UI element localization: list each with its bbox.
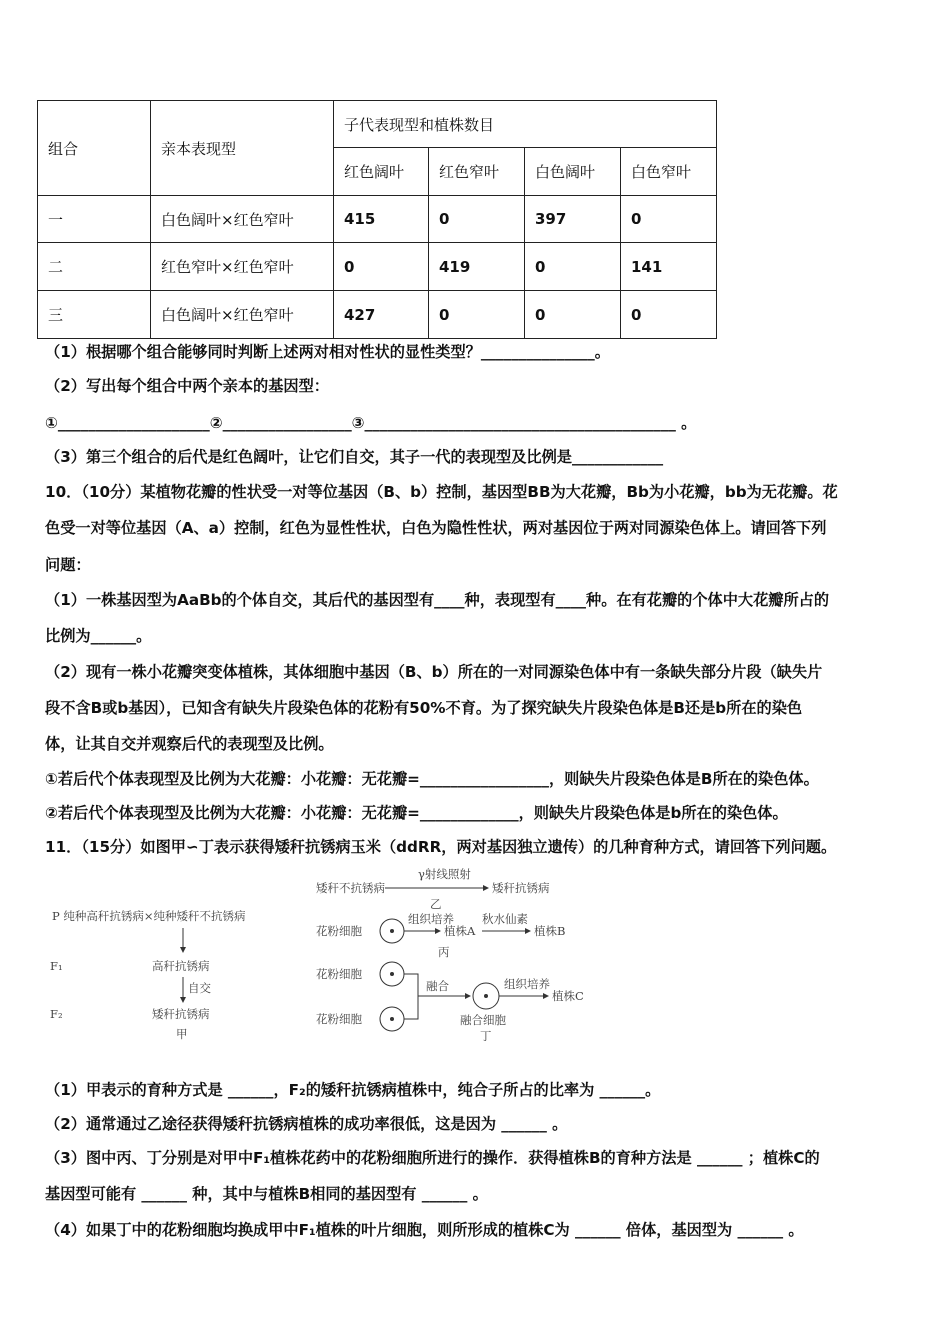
label-bing: 丙	[438, 945, 450, 959]
f1-phenotype: 高秆抗锈病	[152, 959, 210, 973]
label-p: P 纯种高秆抗锈病×纯种矮秆不抗锈病	[52, 909, 246, 923]
data-table	[37, 100, 717, 339]
culture-label: 组织培养	[504, 977, 550, 991]
fusion-label: 融合	[426, 979, 449, 993]
plant-a: 植株A	[444, 924, 476, 938]
cell-value: 0	[334, 243, 429, 291]
pollen-cell: 花粉细胞	[316, 924, 362, 938]
question-line: （3）第三个组合的后代是红色阔叶，让它们自交，其子一代的表现型及比例是____________	[45, 448, 664, 466]
colchicine-label: 秋水仙素	[482, 912, 528, 926]
cell-parent: 白色阔叶×红色窄叶	[151, 196, 334, 243]
cell-value: 0	[621, 291, 717, 339]
header-group: 组合	[38, 101, 151, 196]
question-line: 基因型可能有 ______ 种，其中与植株B相同的基因型有 ______ 。	[45, 1185, 488, 1203]
plant-c: 植株C	[552, 989, 584, 1003]
question-line: 比例为______。	[45, 627, 152, 645]
cell-value: 0	[525, 243, 621, 291]
diagram-ding	[316, 962, 584, 1043]
yi-to: 矮秆抗锈病	[492, 881, 550, 895]
question-line: 11．（15分）如图甲∽丁表示获得矮秆抗锈病玉米（ddRR，两对基因独立遗传）的几种育种方式，请回答下列问题。	[45, 838, 837, 856]
question-line: 色受一对等位基因（A、a）控制，红色为显性性状，白色为隐性性状，两对基因位于两对同源染色体上。请回答下列	[45, 519, 827, 537]
cell-value: 141	[621, 243, 717, 291]
question-line: 段不含B或b基因），已知含有缺失片段染色体的花粉有50%不育。为了探究缺失片段染色体是B还是b所在的染色	[45, 699, 803, 717]
diagram-bing	[316, 912, 565, 959]
question-line: （3）图中丙、丁分别是对甲中F₁植株花药中的花粉细胞所进行的操作．获得植株B的育种方法是 ______ ；植株C的	[45, 1149, 820, 1167]
cell-value: 419	[429, 243, 525, 291]
cell-value: 0	[429, 291, 525, 339]
label-ding: 丁	[480, 1029, 492, 1043]
col-header: 白色窄叶	[621, 148, 717, 196]
table-row	[38, 243, 717, 291]
label-yi: 乙	[430, 897, 442, 911]
cell-value: 427	[334, 291, 429, 339]
cell-value: 415	[334, 196, 429, 243]
diagram-jia	[50, 909, 246, 1041]
yi-from: 矮秆不抗锈病	[316, 881, 385, 895]
col-header: 白色阔叶	[525, 148, 621, 196]
cell-parent: 白色阔叶×红色窄叶	[151, 291, 334, 339]
header-parent: 亲本表现型	[151, 101, 334, 196]
header-offspring: 子代表现型和植株数目	[334, 101, 717, 148]
question-line: 体，让其自交并观察后代的表现型及比例。	[45, 735, 334, 753]
cell-value: 397	[525, 196, 621, 243]
cell-group: 一	[38, 196, 151, 243]
col-header: 红色窄叶	[429, 148, 525, 196]
diagram-yi	[316, 867, 550, 911]
breeding-diagram	[30, 860, 680, 1050]
answer-blanks: ①____________________②_________________③_________________________________________ 。	[45, 414, 697, 432]
cell-parent: 红色窄叶×红色窄叶	[151, 243, 334, 291]
question-line: （1）一株基因型为AaBb的个体自交，其后代的基因型有____种，表现型有____种。在有花瓣的个体中大花瓣所占的	[45, 591, 830, 609]
cell-value: 0	[621, 196, 717, 243]
label-selfing: 自交	[188, 981, 211, 995]
pollen-cell: 花粉细胞	[316, 1012, 362, 1026]
table-row	[38, 291, 717, 339]
label-jia: 甲	[176, 1027, 188, 1041]
cell-value: 0	[525, 291, 621, 339]
table-row	[38, 196, 717, 243]
fused-cell-label: 融合细胞	[460, 1013, 506, 1027]
plant-b: 植株B	[534, 924, 566, 938]
question-line: 问题：	[45, 556, 91, 574]
question-line: （4）如果丁中的花粉细胞均换成甲中F₁植株的叶片细胞，则所形成的植株C为 ______ 倍体，基因型为 ______ 。	[45, 1221, 804, 1239]
label-f1: F₁	[50, 959, 63, 973]
question-line: （1）根据哪个组合能够同时判断上述两对相对性状的显性类型？_______________。	[45, 343, 610, 361]
cell-group: 三	[38, 291, 151, 339]
question-line: ②若后代个体表现型及比例为大花瓣：小花瓣：无花瓣=_____________，则缺失片段染色体是b所在的染色体。	[45, 804, 788, 822]
f2-phenotype: 矮秆抗锈病	[152, 1007, 210, 1021]
cell-value: 0	[429, 196, 525, 243]
question-line: （2）写出每个组合中两个亲本的基因型：	[45, 377, 329, 395]
label-f2: F₂	[50, 1007, 63, 1021]
pollen-cell: 花粉细胞	[316, 967, 362, 981]
col-header: 红色阔叶	[334, 148, 429, 196]
question-line: 10．（10分）某植物花瓣的性状受一对等位基因（B、b）控制，基因型BB为大花瓣，Bb为小花瓣，bb为无花瓣。花	[45, 483, 838, 501]
cell-group: 二	[38, 243, 151, 291]
question-line: （2）通常通过乙途径获得矮秆抗锈病植株的成功率很低，这是因为 ______ 。	[45, 1115, 568, 1133]
yi-operation: γ射线照射	[418, 867, 471, 881]
culture-label: 组织培养	[408, 912, 454, 926]
question-line: （1）甲表示的育种方式是 ______，F₂的矮秆抗锈病植株中，纯合子所占的比率为 ______。	[45, 1081, 661, 1099]
question-line: （2）现有一株小花瓣突变体植株，其体细胞中基因（B、b）所在的一对同源染色体中有一条缺失部分片段（缺失片	[45, 663, 823, 681]
question-line: ①若后代个体表现型及比例为大花瓣：小花瓣：无花瓣=_________________，则缺失片段染色体是B所在的染色体。	[45, 770, 819, 788]
